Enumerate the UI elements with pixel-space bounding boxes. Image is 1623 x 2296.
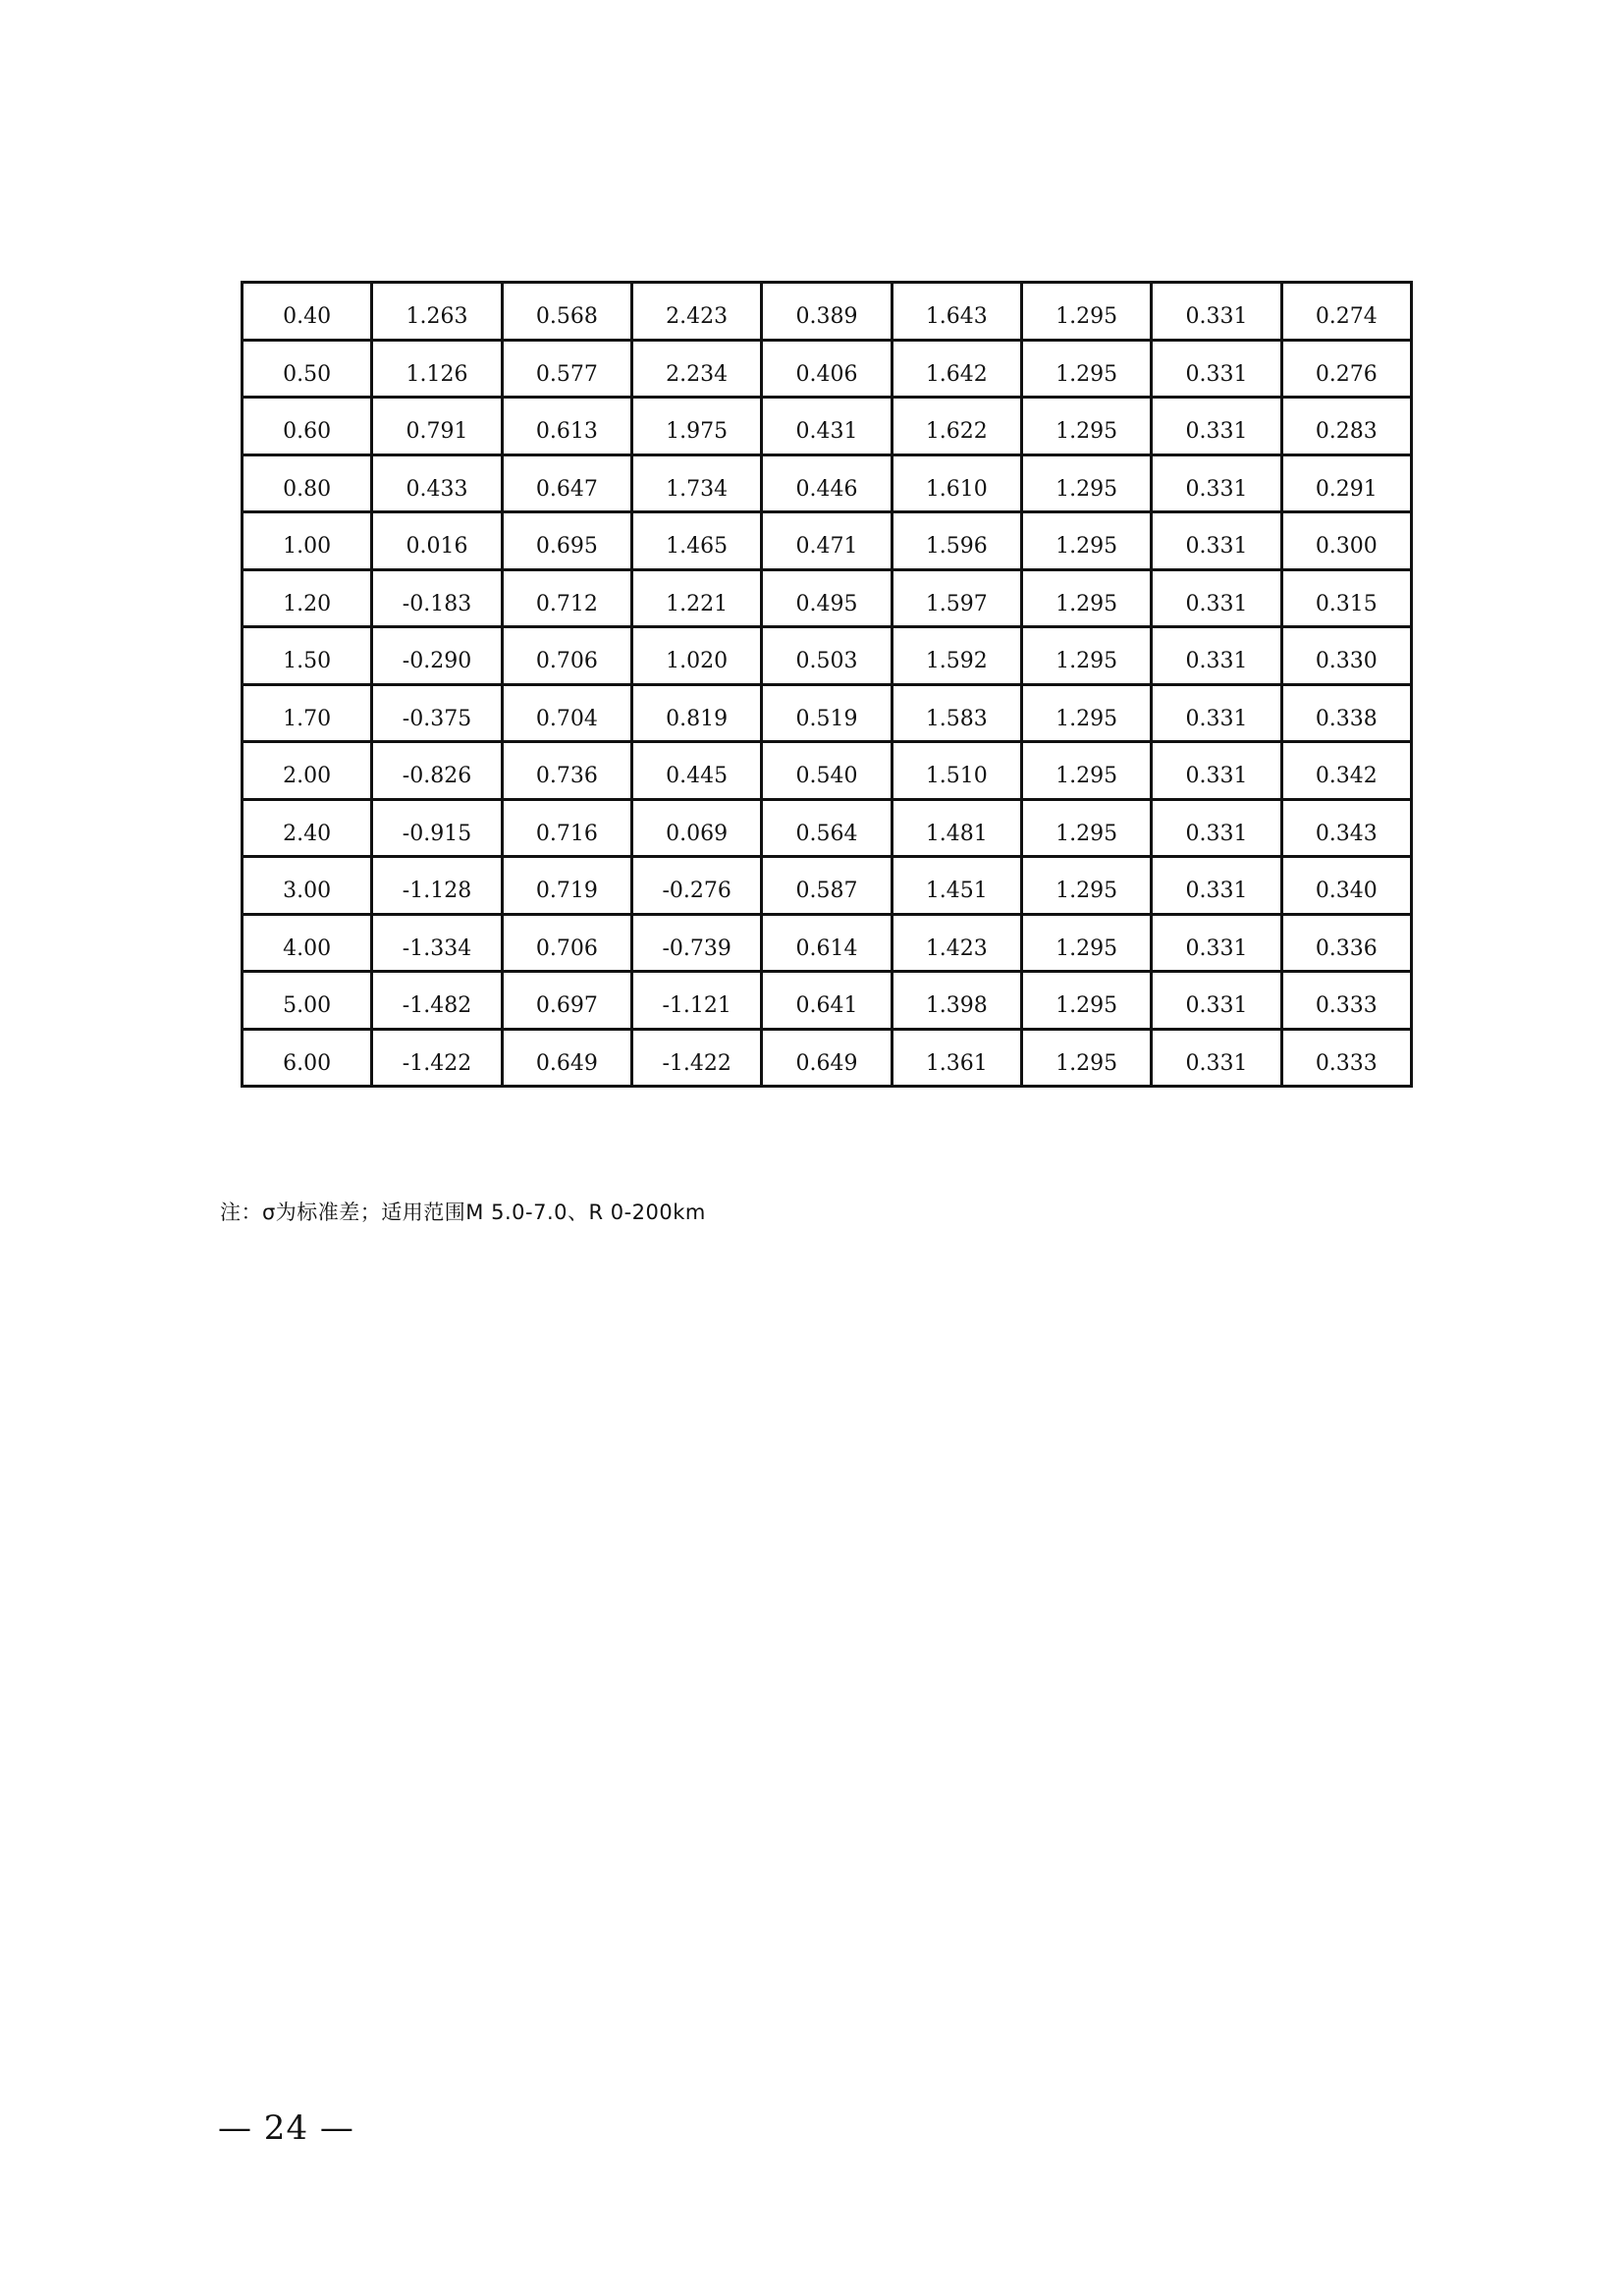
table-cell: 0.503 xyxy=(762,627,892,685)
table-row xyxy=(243,398,1412,455)
table-row xyxy=(243,512,1412,570)
table-cell: 0.647 xyxy=(502,454,631,512)
table-cell: 0.331 xyxy=(1152,398,1281,455)
table-cell: 1.20 xyxy=(243,569,372,627)
table-cell: -1.334 xyxy=(372,914,502,972)
table-cell: 1.295 xyxy=(1021,454,1151,512)
table-cell: 0.60 xyxy=(243,398,372,455)
table-row xyxy=(243,1029,1412,1087)
table-cell: -0.826 xyxy=(372,742,502,800)
page-number: — 24 — xyxy=(218,2109,354,2148)
table-cell: 0.069 xyxy=(631,799,761,857)
table-cell: 5.00 xyxy=(243,972,372,1030)
coefficient-table xyxy=(241,281,1413,1088)
table-cell: 0.300 xyxy=(1281,512,1411,570)
table-cell: 4.00 xyxy=(243,914,372,972)
table-cell: 2.234 xyxy=(631,340,761,398)
table-body xyxy=(243,283,1412,1087)
table-row xyxy=(243,799,1412,857)
table-row xyxy=(243,684,1412,742)
table-cell: 1.295 xyxy=(1021,972,1151,1030)
table-cell: 1.295 xyxy=(1021,684,1151,742)
table-cell: 1.295 xyxy=(1021,627,1151,685)
table-cell: 1.510 xyxy=(892,742,1021,800)
table-cell: 0.716 xyxy=(502,799,631,857)
table-cell: 0.587 xyxy=(762,857,892,915)
table-cell: 1.622 xyxy=(892,398,1021,455)
table-cell: 0.719 xyxy=(502,857,631,915)
table-cell: -0.290 xyxy=(372,627,502,685)
table-cell: 6.00 xyxy=(243,1029,372,1087)
table-cell: 0.331 xyxy=(1152,857,1281,915)
table-cell: -0.276 xyxy=(631,857,761,915)
table-cell: 0.331 xyxy=(1152,914,1281,972)
table-cell: -1.121 xyxy=(631,972,761,1030)
table-cell: 0.343 xyxy=(1281,799,1411,857)
table-cell: 0.649 xyxy=(502,1029,631,1087)
table-cell: 0.40 xyxy=(243,283,372,341)
table-cell: 1.263 xyxy=(372,283,502,341)
table-row xyxy=(243,454,1412,512)
table-cell: 1.596 xyxy=(892,512,1021,570)
table-cell: 0.389 xyxy=(762,283,892,341)
table-cell: 1.597 xyxy=(892,569,1021,627)
table-cell: 0.540 xyxy=(762,742,892,800)
table-cell: 0.431 xyxy=(762,398,892,455)
table-cell: 0.315 xyxy=(1281,569,1411,627)
table-cell: -1.482 xyxy=(372,972,502,1030)
table-cell: 2.00 xyxy=(243,742,372,800)
table-cell: 0.613 xyxy=(502,398,631,455)
table-cell: -0.915 xyxy=(372,799,502,857)
table-cell: 0.446 xyxy=(762,454,892,512)
table-cell: 0.333 xyxy=(1281,972,1411,1030)
table-cell: 0.641 xyxy=(762,972,892,1030)
table-cell: 1.020 xyxy=(631,627,761,685)
table-cell: 1.295 xyxy=(1021,857,1151,915)
table-cell: 1.465 xyxy=(631,512,761,570)
table-cell: 0.706 xyxy=(502,627,631,685)
table-cell: 0.649 xyxy=(762,1029,892,1087)
table-cell: 1.295 xyxy=(1021,742,1151,800)
table-cell: 0.331 xyxy=(1152,1029,1281,1087)
table-note: 注：σ为标准差；适用范围M 5.0-7.0、R 0-200km xyxy=(220,1201,706,1224)
table-cell: 1.481 xyxy=(892,799,1021,857)
table-cell: 0.330 xyxy=(1281,627,1411,685)
table-cell: 0.495 xyxy=(762,569,892,627)
table-cell: 0.433 xyxy=(372,454,502,512)
table-cell: 1.295 xyxy=(1021,340,1151,398)
table-cell: 0.291 xyxy=(1281,454,1411,512)
table-cell: 0.333 xyxy=(1281,1029,1411,1087)
table-cell: 0.342 xyxy=(1281,742,1411,800)
table-cell: -0.739 xyxy=(631,914,761,972)
table-cell: 1.295 xyxy=(1021,1029,1151,1087)
table-cell: 0.276 xyxy=(1281,340,1411,398)
table-row xyxy=(243,283,1412,341)
table-cell: 0.564 xyxy=(762,799,892,857)
table-cell: 0.331 xyxy=(1152,512,1281,570)
table-cell: 0.706 xyxy=(502,914,631,972)
table-cell: 1.975 xyxy=(631,398,761,455)
table-cell: -1.422 xyxy=(631,1029,761,1087)
table-cell: 0.331 xyxy=(1152,799,1281,857)
table-cell: 1.00 xyxy=(243,512,372,570)
table-cell: 0.568 xyxy=(502,283,631,341)
table-cell: 0.712 xyxy=(502,569,631,627)
table-cell: 0.338 xyxy=(1281,684,1411,742)
table-cell: 0.331 xyxy=(1152,742,1281,800)
table-cell: 0.445 xyxy=(631,742,761,800)
table-cell: 0.331 xyxy=(1152,283,1281,341)
table-cell: 2.423 xyxy=(631,283,761,341)
table-cell: 1.361 xyxy=(892,1029,1021,1087)
table-row xyxy=(243,569,1412,627)
table-cell: 0.697 xyxy=(502,972,631,1030)
table-cell: 0.791 xyxy=(372,398,502,455)
table-cell: 2.40 xyxy=(243,799,372,857)
table-cell: 0.331 xyxy=(1152,684,1281,742)
table-cell: 0.519 xyxy=(762,684,892,742)
table-cell: 0.331 xyxy=(1152,340,1281,398)
table-cell: 0.819 xyxy=(631,684,761,742)
table-row xyxy=(243,914,1412,972)
table-cell: 1.295 xyxy=(1021,398,1151,455)
table-cell: 1.221 xyxy=(631,569,761,627)
table-cell: -1.128 xyxy=(372,857,502,915)
table-cell: 1.610 xyxy=(892,454,1021,512)
table-cell: 1.70 xyxy=(243,684,372,742)
table-cell: 0.336 xyxy=(1281,914,1411,972)
table-cell: -1.422 xyxy=(372,1029,502,1087)
table-cell: 1.295 xyxy=(1021,569,1151,627)
table-cell: 1.295 xyxy=(1021,799,1151,857)
table-cell: 0.274 xyxy=(1281,283,1411,341)
table-row xyxy=(243,627,1412,685)
table-cell: 0.614 xyxy=(762,914,892,972)
table-cell: 1.295 xyxy=(1021,914,1151,972)
table-cell: 0.283 xyxy=(1281,398,1411,455)
table-cell: 1.423 xyxy=(892,914,1021,972)
table-cell: 0.704 xyxy=(502,684,631,742)
table-cell: 0.577 xyxy=(502,340,631,398)
table-cell: 0.406 xyxy=(762,340,892,398)
table-cell: 1.398 xyxy=(892,972,1021,1030)
table-row xyxy=(243,857,1412,915)
table-row xyxy=(243,742,1412,800)
table-cell: 0.016 xyxy=(372,512,502,570)
table-cell: 0.331 xyxy=(1152,569,1281,627)
table-cell: -0.183 xyxy=(372,569,502,627)
table-cell: 0.50 xyxy=(243,340,372,398)
table-cell: 1.592 xyxy=(892,627,1021,685)
table-cell: 1.50 xyxy=(243,627,372,685)
table-cell: 1.451 xyxy=(892,857,1021,915)
table-row xyxy=(243,972,1412,1030)
table-cell: 1.642 xyxy=(892,340,1021,398)
table-cell: 0.80 xyxy=(243,454,372,512)
table-cell: 0.331 xyxy=(1152,627,1281,685)
table-cell: 0.471 xyxy=(762,512,892,570)
table-cell: 0.736 xyxy=(502,742,631,800)
table-cell: 1.295 xyxy=(1021,512,1151,570)
table-cell: 0.340 xyxy=(1281,857,1411,915)
table-cell: 1.643 xyxy=(892,283,1021,341)
table-cell: -0.375 xyxy=(372,684,502,742)
table-cell: 0.331 xyxy=(1152,454,1281,512)
table-cell: 1.583 xyxy=(892,684,1021,742)
table-cell: 1.734 xyxy=(631,454,761,512)
table-cell: 3.00 xyxy=(243,857,372,915)
table-cell: 0.695 xyxy=(502,512,631,570)
table-cell: 1.295 xyxy=(1021,283,1151,341)
table-cell: 1.126 xyxy=(372,340,502,398)
table-row xyxy=(243,340,1412,398)
table-cell: 0.331 xyxy=(1152,972,1281,1030)
